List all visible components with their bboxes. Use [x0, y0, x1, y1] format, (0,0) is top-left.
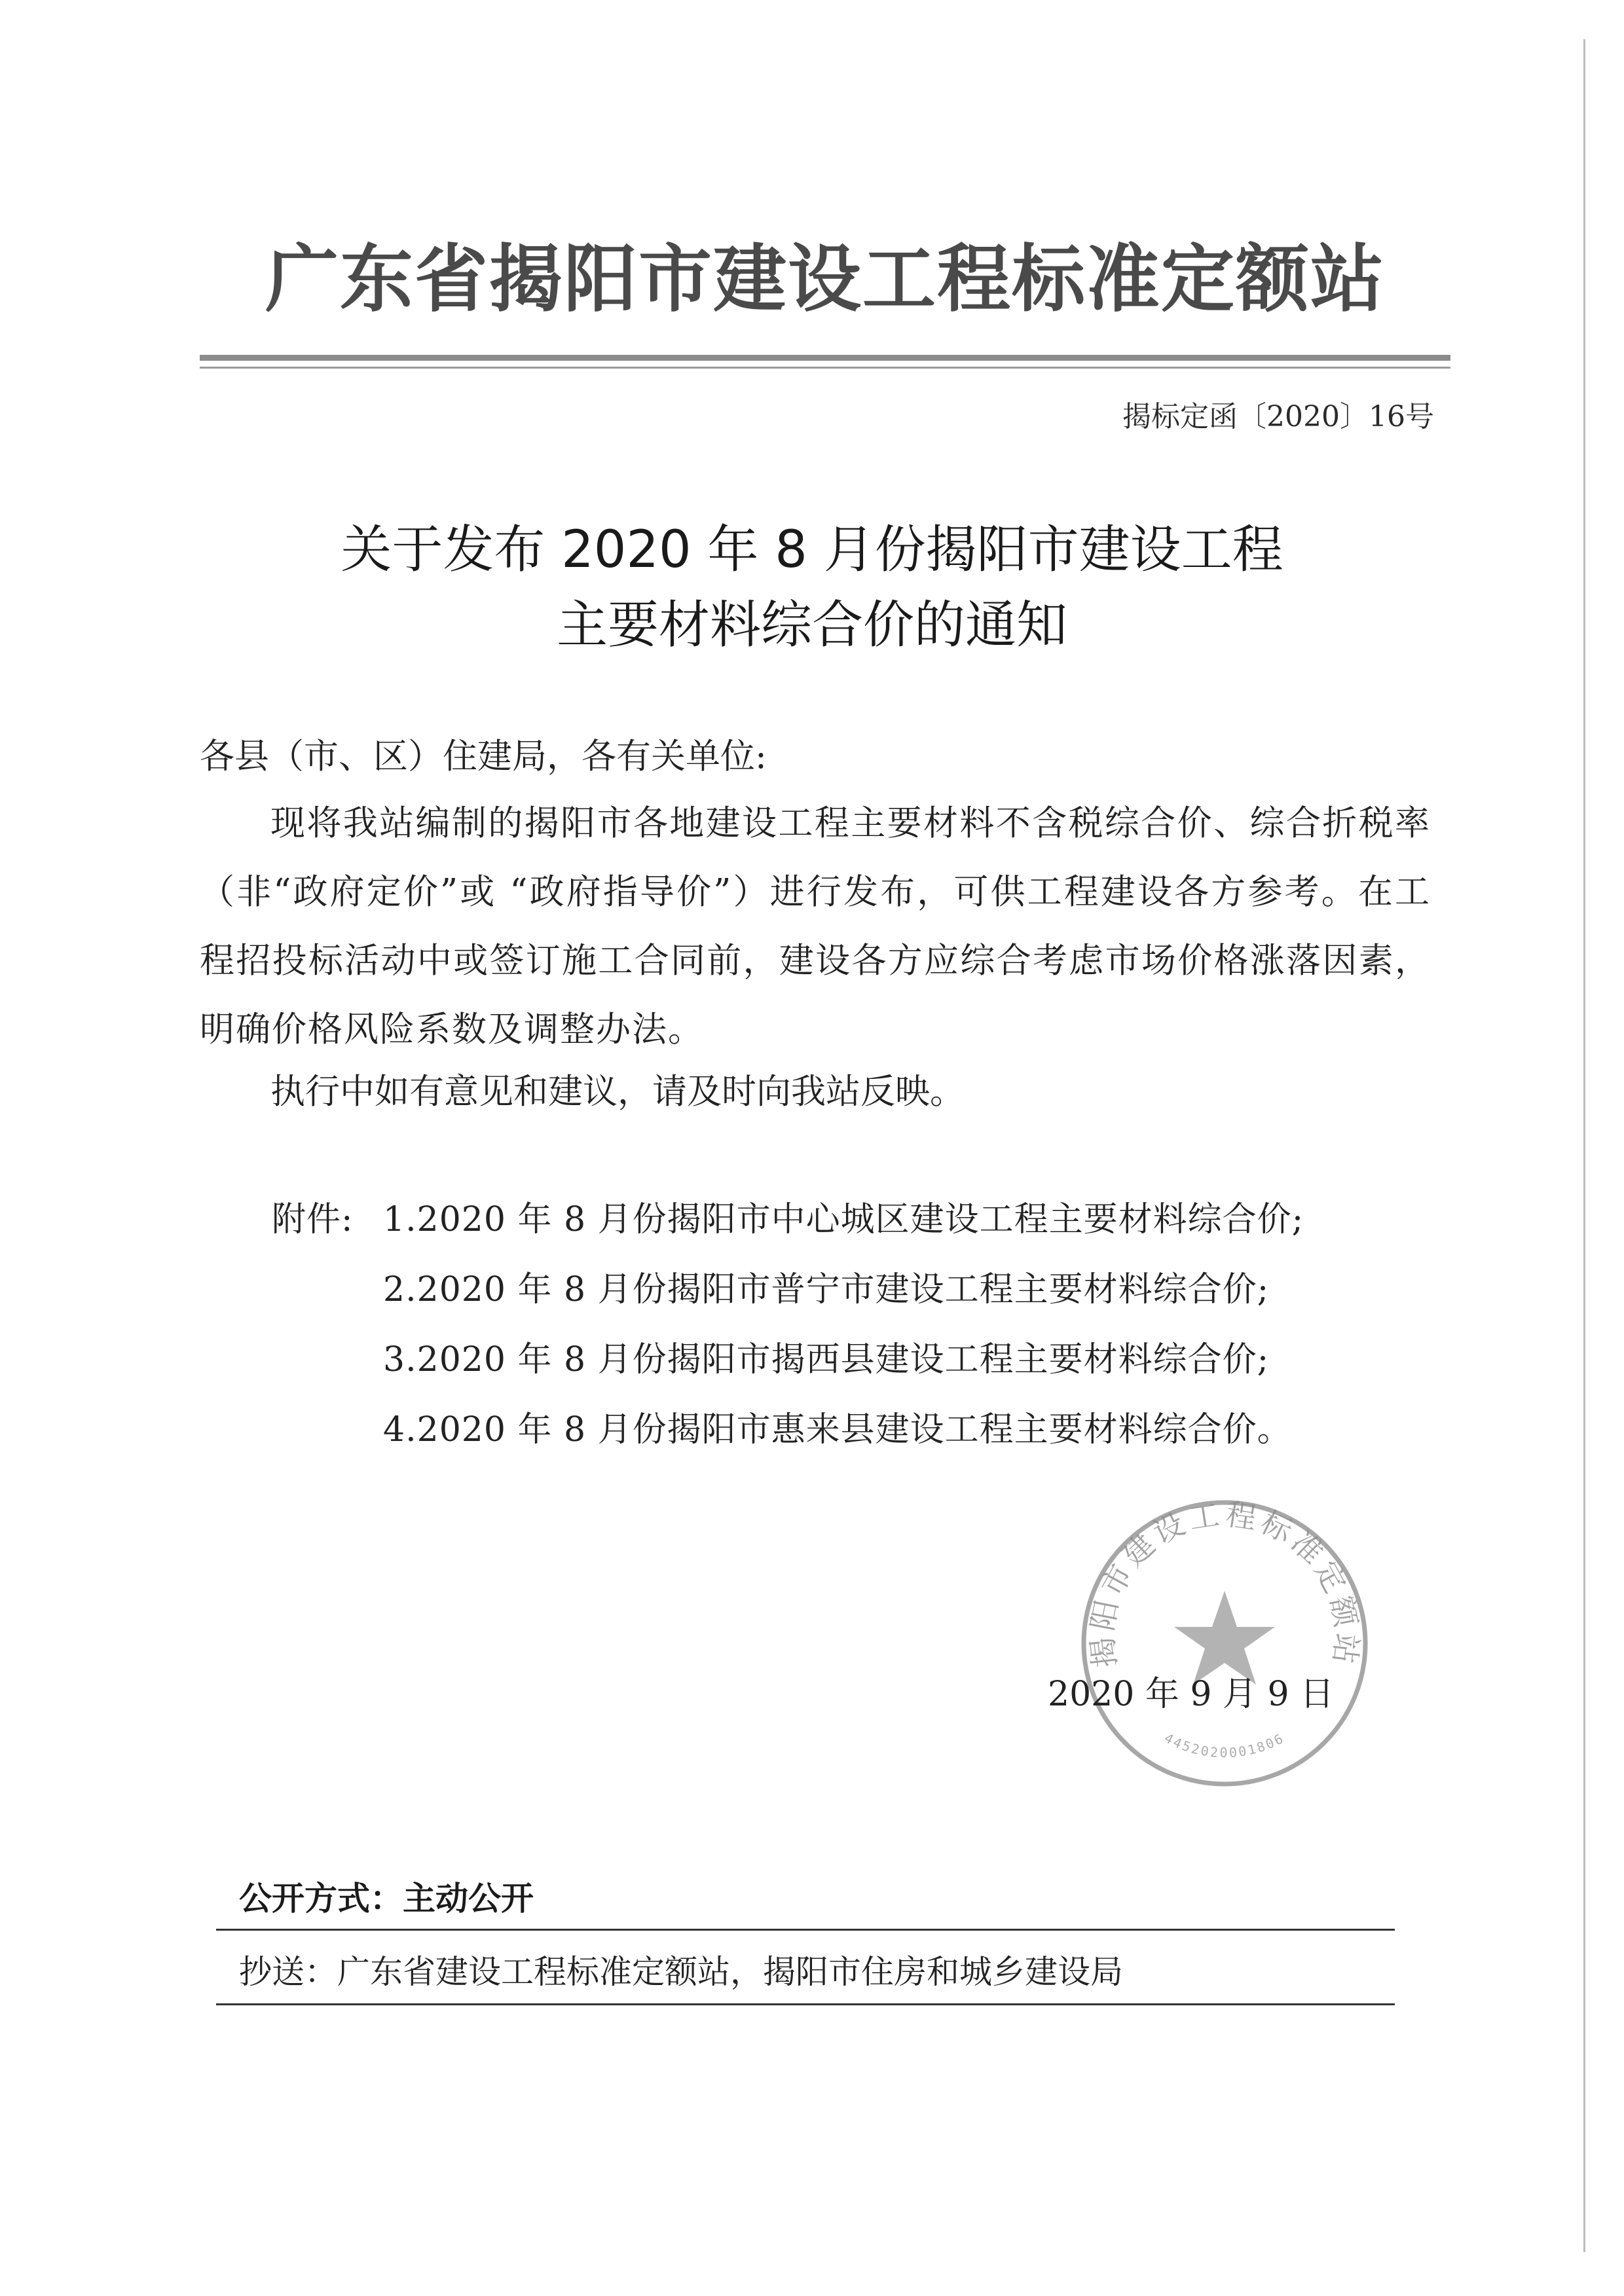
seal-text-path: 揭阳市建设工程标准定额站 — [1084, 1496, 1365, 1669]
notice-title-line-1: 关于发布 2020 年 8 月份揭阳市建设工程 — [341, 520, 1283, 579]
footer-rule — [216, 1929, 1395, 1931]
body-paragraph-2: 执行中如有意见和建议，请及时向我站反映。 — [270, 1072, 965, 1112]
body-paragraph-1: 现将我站编制的揭阳市各地建设工程主要材料不含税综合价、综合折税率（非“政府定价”或 “政府指导价”）进行发布，可供工程建设各方参考。在工程招投标活动中或签订施工合同前，建设各方应综合考虑市场价格涨落因素，明确价格风险系数及调整办法。 — [200, 803, 1431, 1049]
attachment-item: 1.2020 年 8 月份揭阳市中心城区建设工程主要材料综合价; — [383, 1200, 1304, 1239]
page-edge-line — [1583, 39, 1585, 2252]
salutation: 各县（市、区）住建局，各有关单位: — [200, 737, 767, 776]
attachment-item: 3.2020 年 8 月份揭阳市揭西县建设工程主要材料综合价; — [383, 1340, 1270, 1379]
letterhead-rule-thick — [200, 355, 1450, 361]
document-number: 揭标定函〔2020〕16号 — [1122, 400, 1434, 433]
letterhead-rule-thin — [200, 367, 1450, 369]
letterhead: 广东省揭阳市建设工程标准定额站 — [265, 237, 1385, 322]
copy-to: 抄送：广东省建设工程标准定额站，揭阳市住房和城乡建设局 — [239, 1953, 1123, 1991]
seal-code-path: 4452020001806 — [1162, 1730, 1287, 1761]
official-seal — [1074, 1493, 1375, 1794]
issue-date: 2020 年 9 月 9 日 — [1048, 1675, 1335, 1714]
publicity-method: 公开方式：主动公开 — [239, 1880, 534, 1918]
attachment-item: 4.2020 年 8 月份揭阳市惠来县建设工程主要材料综合价。 — [383, 1410, 1292, 1449]
footer-rule — [216, 2003, 1395, 2005]
attachments-label: 附件: — [272, 1200, 354, 1239]
attachment-item: 2.2020 年 8 月份揭阳市普宁市建设工程主要材料综合价; — [383, 1270, 1270, 1309]
notice-title-line-2: 主要材料综合价的通知 — [556, 596, 1067, 655]
seal-code — [1162, 1730, 1287, 1760]
